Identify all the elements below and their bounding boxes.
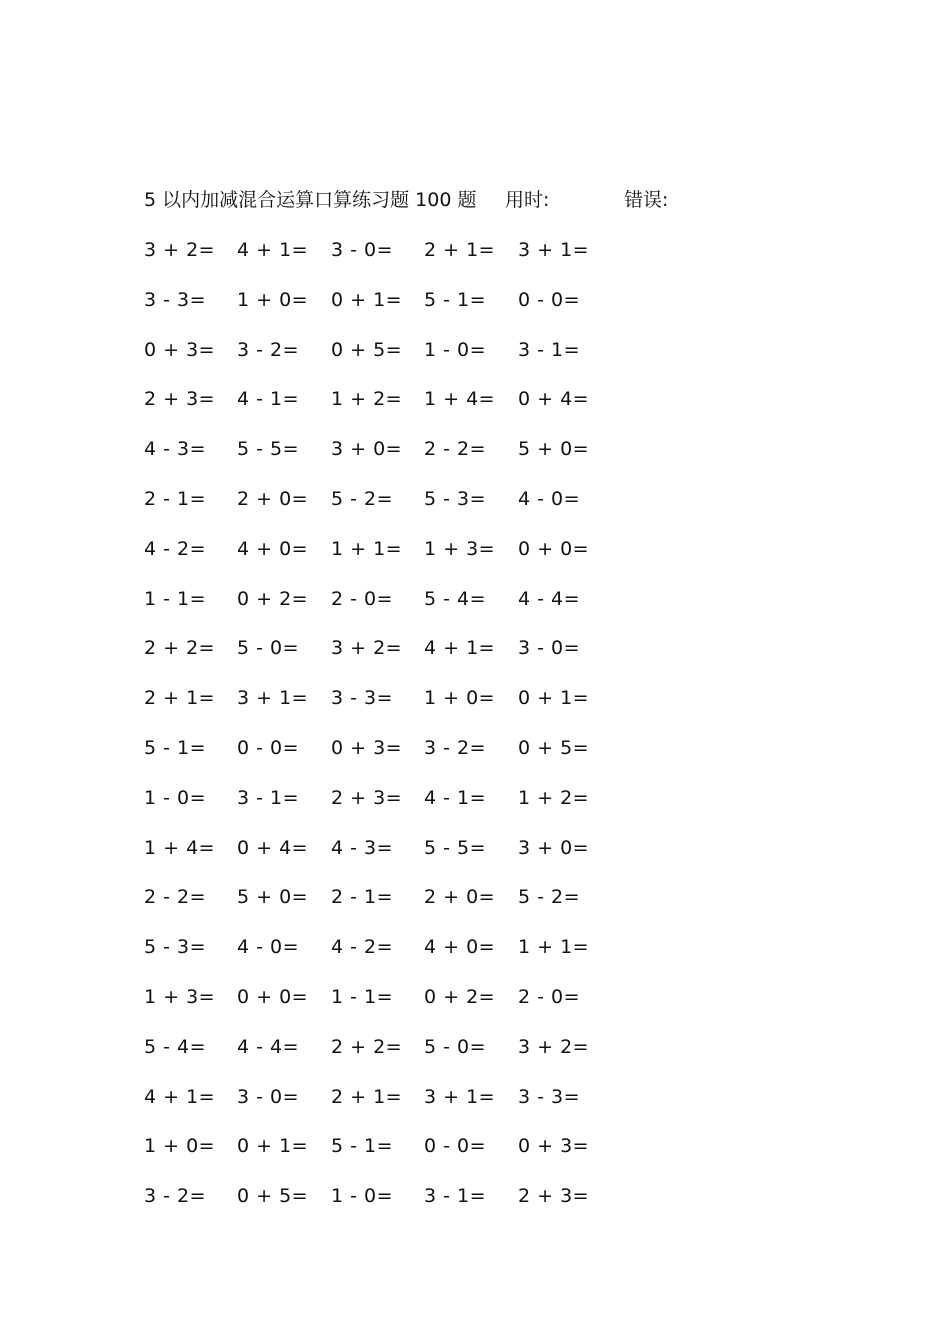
problem-cell: 1 + 1=	[518, 936, 590, 959]
problem-cell: 4 - 3=	[331, 836, 394, 859]
problem-cell: 5 - 5=	[424, 836, 487, 859]
problem-cell: 0 - 0=	[237, 736, 300, 759]
problem-cell: 0 + 2=	[237, 587, 309, 610]
problem-cell: 4 + 1=	[237, 239, 309, 261]
problem-cell: 1 + 3=	[144, 985, 216, 1008]
problem-cell: 5 + 0=	[518, 438, 590, 461]
problem-row	[144, 1033, 624, 1083]
problem-cell: 3 + 2=	[518, 1035, 590, 1058]
time-label: 用时:	[505, 189, 550, 211]
problem-cell: 0 + 5=	[237, 1185, 309, 1208]
problem-cell: 1 + 0=	[237, 288, 309, 311]
problem-cell: 5 + 0=	[237, 886, 309, 909]
problem-row	[144, 1132, 624, 1182]
problem-cell: 0 + 5=	[518, 736, 590, 759]
problem-cell: 1 + 1=	[331, 537, 403, 560]
problem-cell: 3 - 2=	[424, 736, 487, 759]
problem-cell: 5 - 2=	[331, 487, 394, 510]
problem-cell: 4 + 1=	[424, 637, 496, 660]
problem-cell: 5 - 4=	[144, 1035, 207, 1058]
problem-cell: 3 - 1=	[518, 338, 581, 361]
problem-row	[144, 336, 624, 386]
problem-cell: 2 + 2=	[144, 637, 216, 660]
problem-cell: 2 - 0=	[331, 587, 394, 610]
problem-cell: 0 + 3=	[331, 736, 403, 759]
problem-row	[144, 634, 624, 684]
problem-row	[144, 684, 624, 734]
problem-row	[144, 286, 624, 336]
problem-cell: 3 + 0=	[518, 836, 590, 859]
problem-cell: 0 + 0=	[518, 537, 590, 560]
problem-cell: 2 - 1=	[144, 487, 207, 510]
problem-row	[144, 585, 624, 635]
problem-cell: 1 - 1=	[331, 985, 394, 1008]
problem-cell: 1 + 4=	[144, 836, 216, 859]
problem-cell: 4 - 1=	[424, 786, 487, 809]
worksheet-title: 5 以内加减混合运算口算练习题 100 题	[144, 189, 477, 211]
problem-cell: 3 + 1=	[237, 687, 309, 710]
problem-cell: 0 + 1=	[237, 1135, 309, 1158]
problem-cell: 4 - 2=	[144, 537, 207, 560]
problem-row	[144, 435, 624, 485]
problem-cell: 0 + 3=	[518, 1135, 590, 1158]
problem-cell: 3 + 1=	[518, 239, 590, 261]
problem-row	[144, 834, 624, 884]
problem-cell: 3 - 3=	[144, 288, 207, 311]
problem-cell: 4 + 0=	[424, 936, 496, 959]
problem-cell: 3 - 3=	[331, 687, 394, 710]
problem-cell: 1 + 2=	[331, 388, 403, 411]
problem-grid	[144, 236, 624, 1232]
problem-row	[144, 535, 624, 585]
problem-cell: 4 + 0=	[237, 537, 309, 560]
problem-cell: 4 - 1=	[237, 388, 300, 411]
problem-row	[144, 1182, 624, 1232]
problem-cell: 3 + 0=	[331, 438, 403, 461]
problem-cell: 0 + 1=	[518, 687, 590, 710]
problem-row	[144, 784, 624, 834]
problem-cell: 4 - 0=	[518, 487, 581, 510]
problem-cell: 2 + 1=	[144, 687, 216, 710]
problem-cell: 1 - 0=	[144, 786, 207, 809]
problem-cell: 5 - 5=	[237, 438, 300, 461]
problem-cell: 5 - 4=	[424, 587, 487, 610]
problem-cell: 3 - 0=	[518, 637, 581, 660]
problem-cell: 4 - 4=	[237, 1035, 300, 1058]
problem-cell: 2 - 1=	[331, 886, 394, 909]
problem-cell: 2 - 2=	[144, 886, 207, 909]
problem-cell: 0 + 4=	[237, 836, 309, 859]
problem-cell: 1 + 0=	[424, 687, 496, 710]
problem-cell: 0 + 3=	[144, 338, 216, 361]
problem-row	[144, 883, 624, 933]
problem-row	[144, 983, 624, 1033]
problem-cell: 1 - 0=	[424, 338, 487, 361]
problem-cell: 3 - 0=	[331, 239, 394, 261]
problem-cell: 0 + 4=	[518, 388, 590, 411]
problem-cell: 3 - 2=	[144, 1185, 207, 1208]
problem-cell: 3 + 2=	[144, 239, 216, 261]
error-label: 错误:	[624, 189, 669, 211]
problem-cell: 2 + 1=	[424, 239, 496, 261]
problem-cell: 5 - 1=	[331, 1135, 394, 1158]
problem-cell: 3 + 2=	[331, 637, 403, 660]
problem-cell: 1 + 3=	[424, 537, 496, 560]
problem-cell: 4 - 2=	[331, 936, 394, 959]
problem-cell: 3 - 1=	[237, 786, 300, 809]
problem-row	[144, 236, 624, 286]
problem-cell: 5 - 0=	[237, 637, 300, 660]
problem-cell: 0 + 2=	[424, 985, 496, 1008]
problem-cell: 0 + 1=	[331, 288, 403, 311]
problem-cell: 5 - 3=	[424, 487, 487, 510]
problem-cell: 3 - 1=	[424, 1185, 487, 1208]
problem-cell: 5 - 3=	[144, 936, 207, 959]
problem-cell: 3 - 0=	[237, 1085, 300, 1108]
problem-cell: 3 - 3=	[518, 1085, 581, 1108]
problem-row	[144, 485, 624, 535]
problem-cell: 2 + 3=	[331, 786, 403, 809]
problem-cell: 0 + 5=	[331, 338, 403, 361]
problem-row	[144, 933, 624, 983]
problem-row	[144, 734, 624, 784]
problem-cell: 2 - 2=	[424, 438, 487, 461]
problem-cell: 2 + 0=	[424, 886, 496, 909]
problem-cell: 2 + 0=	[237, 487, 309, 510]
problem-cell: 5 - 1=	[144, 736, 207, 759]
problem-cell: 5 - 0=	[424, 1035, 487, 1058]
problem-cell: 2 + 2=	[331, 1035, 403, 1058]
problem-cell: 2 + 3=	[518, 1185, 590, 1208]
problem-cell: 4 - 4=	[518, 587, 581, 610]
problem-cell: 5 - 1=	[424, 288, 487, 311]
problem-cell: 0 + 0=	[237, 985, 309, 1008]
problem-cell: 3 - 2=	[237, 338, 300, 361]
problem-cell: 0 - 0=	[424, 1135, 487, 1158]
problem-cell: 1 + 0=	[144, 1135, 216, 1158]
problem-cell: 2 + 3=	[144, 388, 216, 411]
problem-cell: 5 - 2=	[518, 886, 581, 909]
problem-cell: 4 + 1=	[144, 1085, 216, 1108]
problem-cell: 0 - 0=	[518, 288, 581, 311]
problem-cell: 2 - 0=	[518, 985, 581, 1008]
problem-cell: 1 + 2=	[518, 786, 590, 809]
problem-cell: 3 + 1=	[424, 1085, 496, 1108]
problem-cell: 4 - 0=	[237, 936, 300, 959]
problem-cell: 4 - 3=	[144, 438, 207, 461]
problem-row	[144, 385, 624, 435]
problem-cell: 1 - 1=	[144, 587, 207, 610]
problem-cell: 1 + 4=	[424, 388, 496, 411]
problem-cell: 2 + 1=	[331, 1085, 403, 1108]
problem-cell: 1 - 0=	[331, 1185, 394, 1208]
problem-row	[144, 1083, 624, 1133]
worksheet-header	[144, 186, 844, 214]
